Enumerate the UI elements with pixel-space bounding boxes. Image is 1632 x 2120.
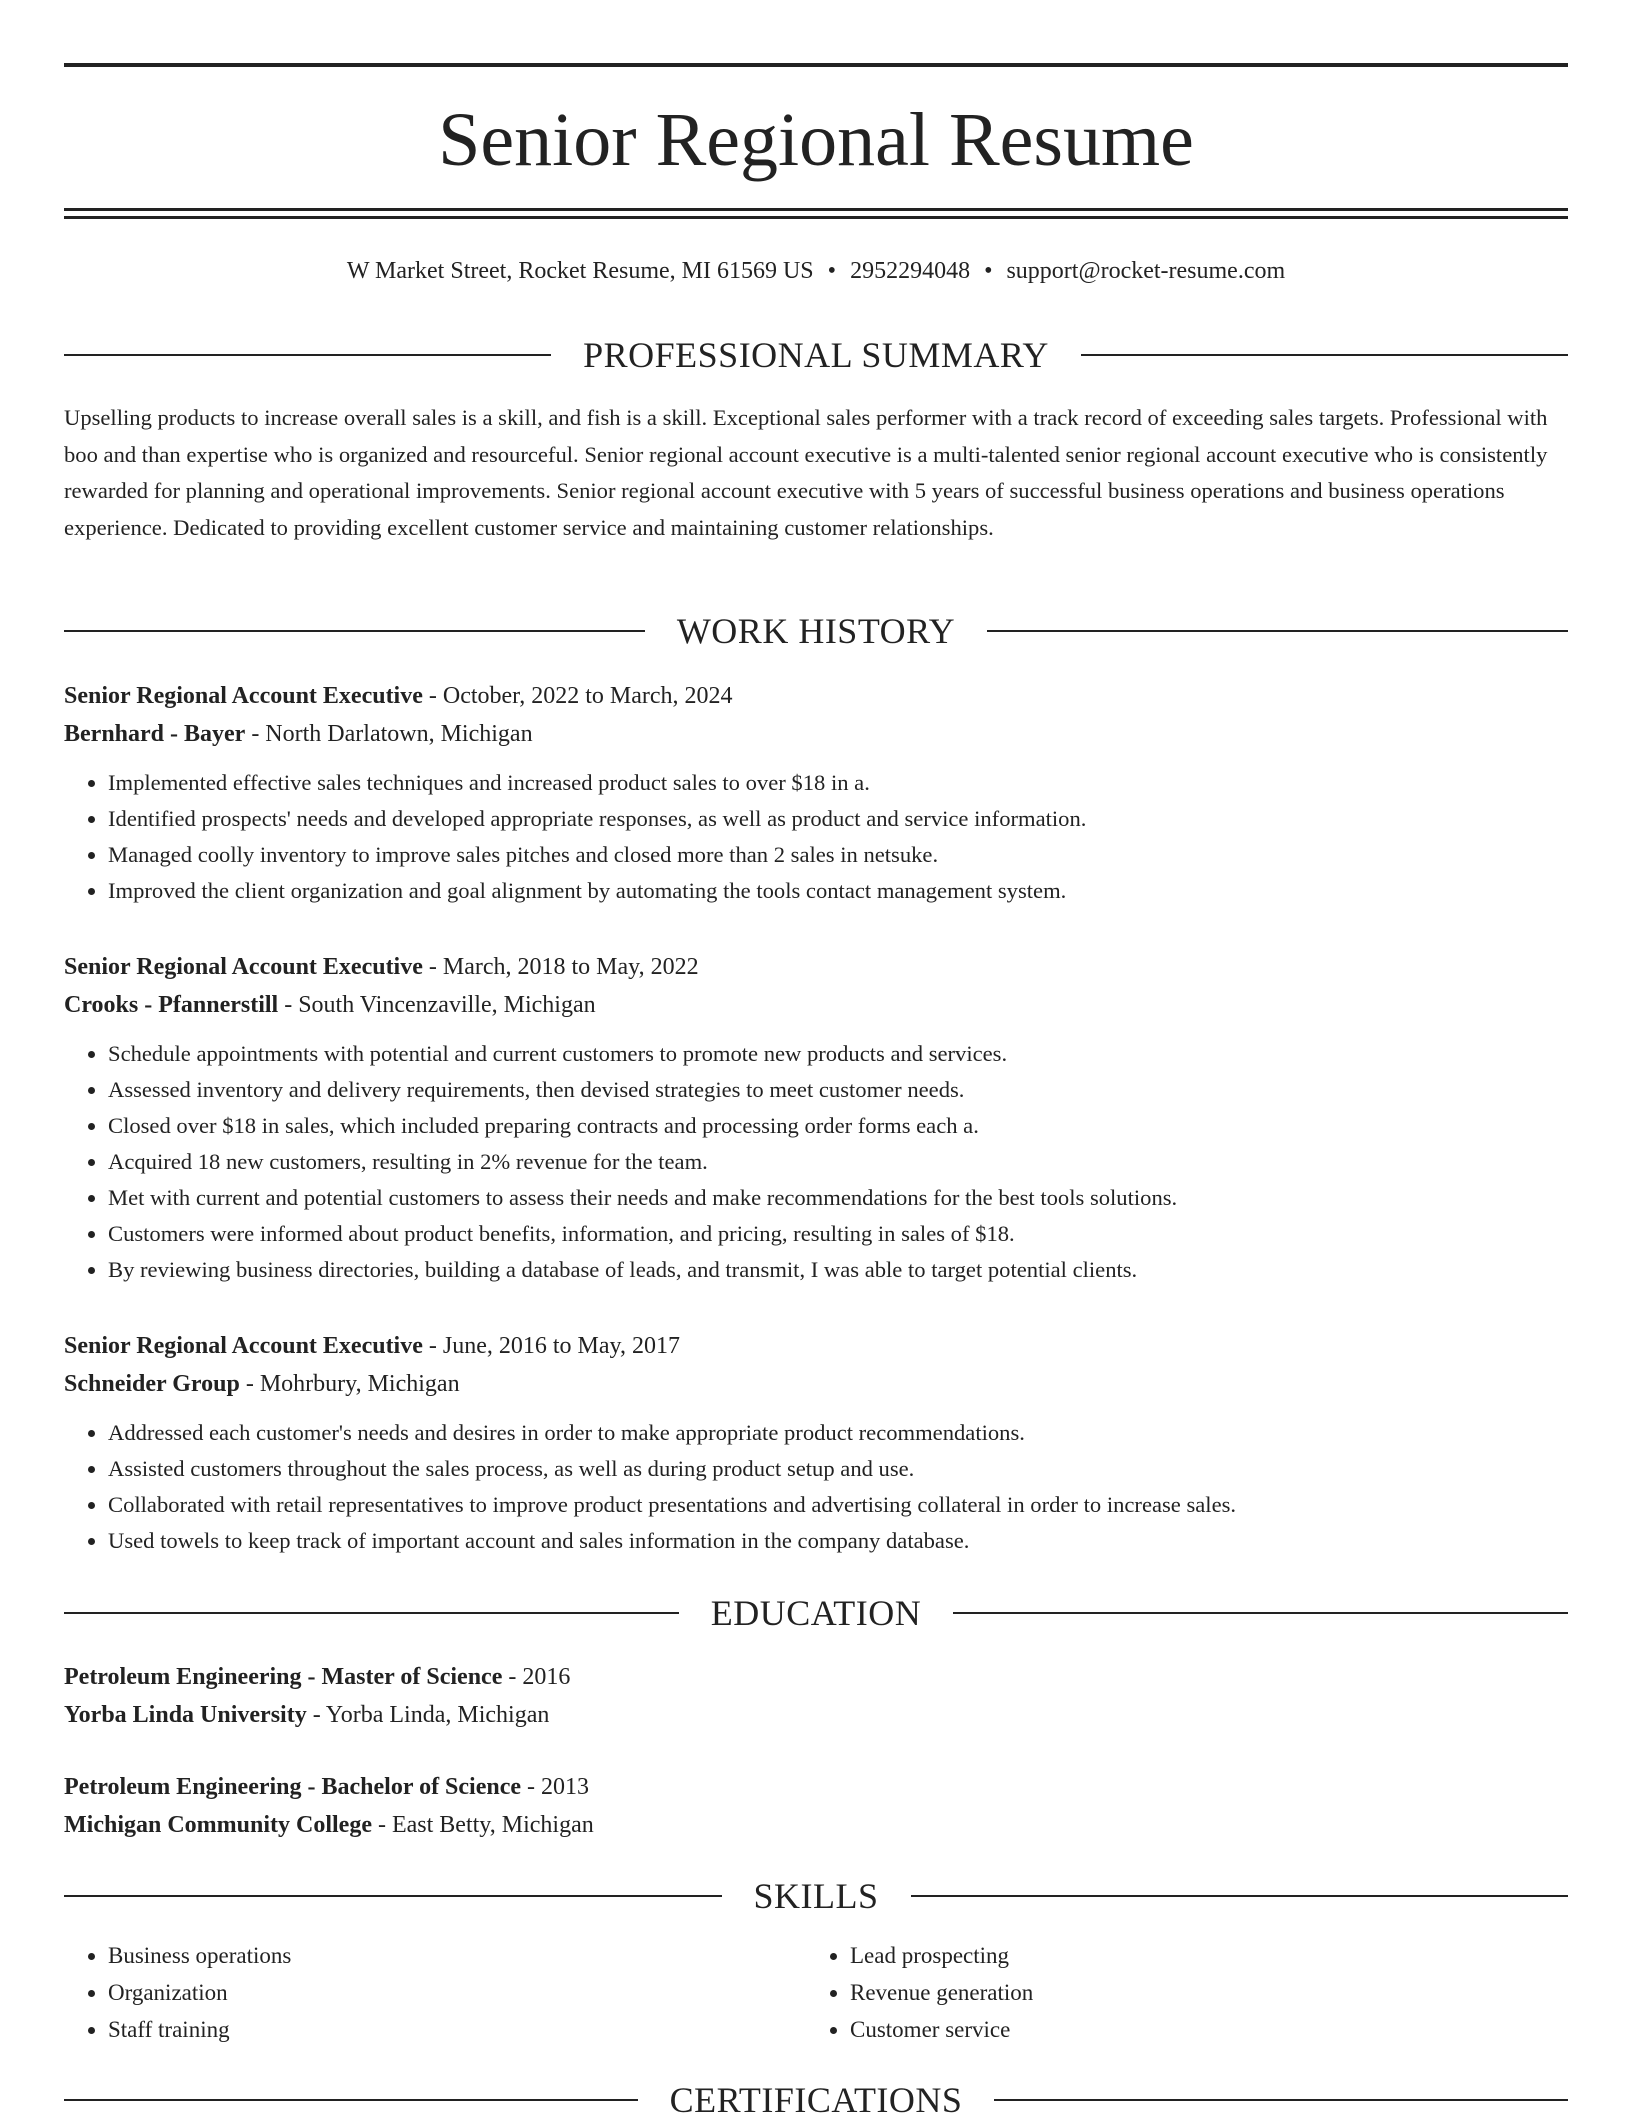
job-title-line [64,948,1568,986]
job-bullets [64,1415,1568,1559]
skills-column-right [806,1937,1548,2048]
job-company: Schneider Group [64,1371,240,1397]
degree-year: - 2016 [502,1664,571,1690]
degree-year: - 2013 [521,1774,590,1800]
job-bullets [64,765,1568,909]
school-location: - East Betty, Michigan [371,1812,594,1838]
section-title: WORK HISTORY [676,611,956,651]
job-entry [64,948,1568,1288]
heading-rule-left [64,1612,679,1614]
heading-rule-right [987,630,1568,632]
resume-title: Senior Regional Resume [438,98,1194,182]
list-item: • Acquired 18 new customers, resulting in 2% revenue for the team. [108,1144,1568,1180]
job-company: Crooks - Pfannerstill [64,992,279,1018]
job-title-line [64,677,1568,715]
contact-separator: • [984,258,993,284]
list-item: • Met with current and potential customers to assess their needs and make recommendations for the best tools solutions. [108,1180,1568,1216]
section-title: SKILLS [753,1876,879,1916]
list-item: • Improved the client organization and goal alignment by automating the tools contact management system. [108,873,1568,909]
skills-bullets [64,1937,806,2048]
top-rule [64,63,1568,67]
list-item: • Implemented effective sales techniques and increased product sales to over $18 in a. [108,765,1568,801]
skill-item: • Revenue generation [850,1974,1548,2011]
section-heading-education [64,1593,1568,1633]
summary-text: Upselling products to increase overall sales is a skill, and fish is a skill. Exceptional sales performer with a track record of exceeding sales targets. Professional with boo and than expertise who is organized and resourceful. Senior regional account executive is a multi-talented senior regional account executive who is consistently rewarded for planning and operational improvements. Senior regional account executive with 5 years of successful business operations and business operations experience. Dedicated to providing excellent customer service and maintaining customer relationships. [64,405,1548,540]
skill-item: • Business operations [108,1937,806,1974]
contact-separator: • [827,258,837,284]
school: Yorba Linda University [64,1702,307,1728]
education-entry [64,1658,1568,1734]
list-item: • Collaborated with retail representatives to improve product presentations and advertising collateral in order to increase sales. [108,1487,1568,1523]
contact-phone: 2952294048 [850,258,971,284]
job-dates: - June, 2016 to May, 2017 [422,1333,680,1359]
skill-item: • Staff training [108,2011,806,2048]
job-bullets [64,1036,1568,1288]
job-company-line [64,986,1568,1024]
school-location: - Yorba Linda, Michigan [306,1702,550,1728]
contact-line [64,254,1568,288]
job-location: - South Vincenzaville, Michigan [278,992,596,1018]
job-company: Bernhard - Bayer [64,721,246,747]
section-title: PROFESSIONAL SUMMARY [583,335,1049,375]
title-rule-lower [64,216,1568,219]
job-title-line [64,1327,1568,1365]
job-entry [64,677,1568,909]
job-title: Senior Regional Account Executive [64,954,423,980]
skills-list [64,1937,1568,2048]
school: Michigan Community College [64,1812,372,1838]
list-item: • Identified prospects' needs and developed appropriate responses, as well as product and service information. [108,801,1568,837]
job-company-line [64,1365,1568,1403]
degree: Petroleum Engineering - Master of Science [64,1664,503,1690]
section-heading-summary [64,335,1568,375]
heading-rule-right [953,1612,1568,1614]
degree-line [64,1768,1568,1806]
title-rule-upper [64,208,1568,211]
list-item: • Customers were informed about product benefits, information, and pricing, resulting in sales of $18. [108,1216,1568,1252]
heading-rule-left [64,2099,638,2101]
section-heading-skills [64,1876,1568,1916]
section-heading-certifications [64,2080,1568,2120]
list-item: • Used towels to keep track of important account and sales information in the company database. [108,1523,1568,1559]
contact-email[interactable]: support@rocket-resume.com [1006,258,1286,284]
school-line [64,1696,1568,1734]
heading-rule-left [64,630,645,632]
heading-rule-left [64,1895,722,1897]
job-title: Senior Regional Account Executive [64,1333,423,1359]
section-title: CERTIFICATIONS [669,2080,963,2120]
job-location: - Mohrbury, Michigan [239,1371,460,1397]
heading-rule-right [994,2099,1568,2101]
skill-item: • Lead prospecting [850,1937,1548,1974]
list-item: • Assessed inventory and delivery requirements, then devised strategies to meet customer needs. [108,1072,1568,1108]
list-item: • Addressed each customer's needs and desires in order to make appropriate product recommendations. [108,1415,1568,1451]
heading-rule-right [1081,354,1568,356]
job-entry [64,1327,1568,1559]
heading-rule-right [911,1895,1569,1897]
list-item: • Schedule appointments with potential and current customers to promote new products and services. [108,1036,1568,1072]
job-location: - North Darlatown, Michigan [245,721,533,747]
job-dates: - March, 2018 to May, 2022 [422,954,699,980]
job-company-line [64,715,1568,753]
skills-bullets [806,1937,1548,2048]
list-item: • Closed over $18 in sales, which included preparing contracts and processing order forms each a. [108,1108,1568,1144]
job-title: Senior Regional Account Executive [64,683,423,709]
list-item: • By reviewing business directories, building a database of leads, and transmit, I was able to target potential clients. [108,1252,1568,1288]
list-item: • Managed coolly inventory to improve sales pitches and closed more than 2 sales in netsuke. [108,837,1568,873]
skills-column-left [64,1937,806,2048]
contact-address: W Market Street, Rocket Resume, MI 61569 US [346,258,814,284]
section-title: EDUCATION [710,1593,922,1633]
degree: Petroleum Engineering - Bachelor of Science [64,1774,522,1800]
skill-item: • Organization [108,1974,806,2011]
job-dates: - October, 2022 to March, 2024 [422,683,733,709]
education-entry [64,1768,1568,1844]
section-heading-work-history [64,611,1568,651]
list-item: • Assisted customers throughout the sales process, as well as during product setup and use. [108,1451,1568,1487]
heading-rule-left [64,354,551,356]
degree-line [64,1658,1568,1696]
school-line [64,1806,1568,1844]
skill-item: • Customer service [850,2011,1548,2048]
